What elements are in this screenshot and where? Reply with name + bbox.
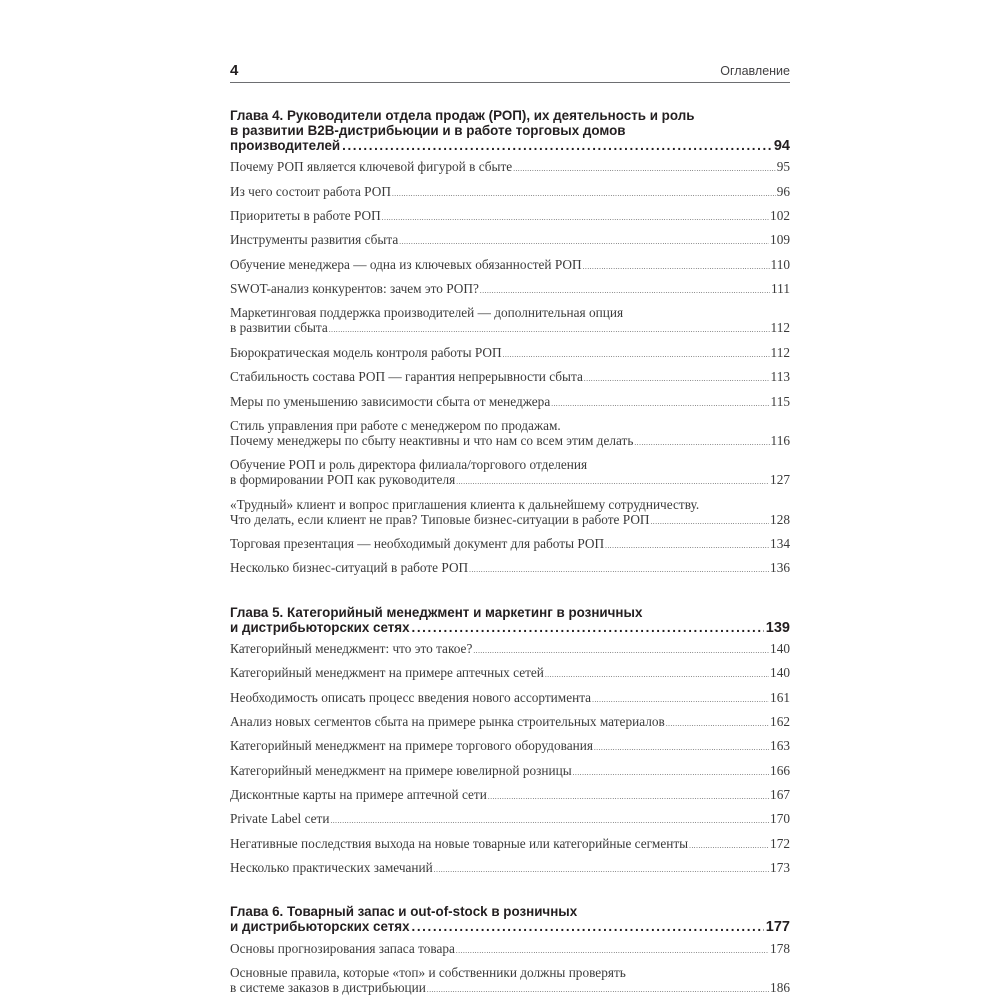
entry-page-number: 109	[770, 232, 790, 248]
dot-leader	[330, 811, 769, 829]
entry-leader-line	[230, 811, 790, 829]
entry-title-line: Стиль управления при работе с менеджером по продажам.	[230, 417, 561, 433]
dot-leader	[488, 787, 769, 805]
entry-leader-line	[230, 980, 790, 998]
entry-title: Основы прогнозирования запаса товара	[230, 940, 455, 956]
entry-leader-line	[230, 433, 790, 451]
toc-entry[interactable]	[230, 254, 790, 278]
entry-page-number: 102	[770, 207, 790, 223]
dot-leader	[392, 184, 776, 202]
toc-entry[interactable]	[230, 494, 790, 533]
dot-leader	[551, 394, 769, 412]
entry-page-number: 115	[770, 393, 790, 409]
dot-leader	[583, 257, 770, 275]
toc-entry[interactable]	[230, 557, 790, 581]
toc-entry[interactable]	[230, 302, 790, 341]
toc-entry[interactable]	[230, 180, 790, 204]
chapter-title-line: Глава 4. Руководители отдела продаж (РОП), их деятельность и роль	[230, 108, 695, 123]
dot-leader	[473, 641, 769, 659]
entry-title-line: «Трудный» клиент и вопрос приглашения клиента к дальнейшему сотрудничеству.	[230, 496, 700, 512]
toc-entry[interactable]	[230, 962, 790, 1001]
chapter-heading[interactable]	[230, 108, 790, 154]
chapter-title-line: в развитии B2B-дистрибьюции и в работе торговых домов	[230, 123, 626, 138]
toc-entry[interactable]	[230, 342, 790, 366]
book-page	[230, 60, 790, 1001]
entry-leader-line	[230, 232, 790, 250]
chapter-heading[interactable]	[230, 904, 790, 935]
toc-entry[interactable]	[230, 390, 790, 414]
entry-leader-line	[230, 208, 790, 226]
dot-leader	[329, 320, 770, 338]
dot-leader	[545, 665, 769, 683]
entry-title: Несколько бизнес-ситуаций в работе РОП	[230, 560, 469, 576]
entry-page-number: 112	[770, 344, 790, 360]
entry-title: Торговая презентация — необходимый документ для работы РОП	[230, 536, 605, 552]
entry-page-number: 136	[770, 560, 790, 576]
entry-title-line: Обучение РОП и роль директора филиала/торгового отделения	[230, 457, 588, 473]
dot-leader	[342, 138, 772, 153]
entry-page-number: 113	[770, 369, 790, 385]
entry-page-number: 161	[770, 689, 790, 705]
toc-chapter	[230, 904, 790, 1001]
entry-title: Почему РОП является ключевой фигурой в сбыте	[230, 159, 513, 175]
entry-title: Обучение менеджера — одна из ключевых обязанностей РОП	[230, 256, 582, 272]
entry-title-line: Основные правила, которые «топ» и собственники должны проверять	[230, 964, 626, 980]
chapter-title-leader-line	[230, 919, 790, 935]
dot-leader	[573, 763, 769, 781]
toc-entries	[230, 638, 790, 882]
entry-title: Почему менеджеры по сбыту неактивны и что нам со всем этим делать	[230, 432, 634, 448]
toc-entry[interactable]	[230, 937, 790, 961]
entry-leader-line	[230, 787, 790, 805]
toc-chapter	[230, 108, 790, 582]
entry-page-number: 127	[770, 472, 790, 488]
chapter-title-line: Глава 5. Категорийный менеджмент и маркетинг в розничных	[230, 604, 643, 620]
dot-leader	[666, 714, 769, 732]
dot-leader	[584, 369, 770, 387]
dot-leader	[651, 512, 770, 530]
dot-leader	[469, 560, 769, 578]
entry-page-number: 186	[770, 979, 790, 995]
chapter-title-line: производителей	[230, 138, 341, 153]
entry-leader-line	[230, 763, 790, 781]
entry-title: Негативные последствия выхода на новые товарные или категорийные сегменты	[230, 835, 689, 851]
entry-page-number: 163	[770, 738, 790, 754]
toc-entry[interactable]	[230, 156, 790, 180]
dot-leader	[456, 941, 769, 959]
toc-entry[interactable]	[230, 454, 790, 493]
entry-leader-line	[230, 394, 790, 412]
entry-title: Приоритеты в работе РОП	[230, 207, 381, 223]
entry-leader-line	[230, 369, 790, 387]
running-header	[230, 60, 790, 83]
entry-leader-line	[230, 320, 790, 338]
dot-leader	[605, 536, 769, 554]
dot-leader	[480, 281, 770, 299]
entry-title: Что делать, если клиент не прав? Типовые бизнес-ситуации в работе РОП	[230, 511, 650, 527]
entry-page-number: 173	[770, 860, 790, 876]
entry-page-number: 172	[770, 835, 790, 851]
entry-title: Стабильность состава РОП — гарантия непрерывности сбыта	[230, 369, 583, 385]
entry-leader-line	[230, 536, 790, 554]
entry-title: Категорийный менеджмент на примере торгового оборудования	[230, 738, 593, 754]
entry-title: Категорийный менеджмент: что это такое?	[230, 640, 473, 656]
page-number: 4	[230, 62, 239, 79]
entry-title: в формировании РОП как руководителя	[230, 472, 456, 488]
entry-leader-line	[230, 941, 790, 959]
dot-leader	[513, 159, 776, 177]
toc-entry[interactable]	[230, 662, 790, 686]
entry-page-number: 110	[770, 256, 790, 272]
dot-leader	[634, 433, 769, 451]
entry-page-number: 178	[770, 940, 790, 956]
entry-leader-line	[230, 836, 790, 854]
toc-entry[interactable]	[230, 229, 790, 253]
entry-title: в системе заказов в дистрибьюции	[230, 979, 426, 995]
entry-leader-line	[230, 257, 790, 275]
chapter-page-number: 139	[765, 619, 790, 636]
entry-leader-line	[230, 560, 790, 578]
toc-entry[interactable]	[230, 735, 790, 759]
dot-leader	[503, 345, 770, 363]
dot-leader	[434, 860, 769, 878]
toc-entry[interactable]	[230, 278, 790, 302]
toc-chapter	[230, 605, 790, 882]
dot-leader	[456, 472, 769, 490]
entry-leader-line	[230, 472, 790, 490]
running-header-title: Оглавление	[720, 64, 790, 78]
entry-page-number: 112	[770, 320, 790, 336]
entry-page-number: 166	[770, 762, 790, 778]
toc-entry[interactable]	[230, 638, 790, 662]
dot-leader	[412, 620, 764, 635]
toc-entry[interactable]	[230, 686, 790, 710]
entry-leader-line	[230, 860, 790, 878]
entry-title: Несколько практических замечаний	[230, 860, 433, 876]
entry-title: Меры по уменьшению зависимости сбыта от менеджера	[230, 393, 551, 409]
entry-title: Анализ новых сегментов сбыта на примере рынка строительных материалов	[230, 713, 665, 729]
chapter-title-line: и дистрибьюторских сетях	[230, 619, 410, 635]
entry-page-number: 162	[770, 713, 790, 729]
entry-page-number: 134	[770, 536, 790, 552]
dot-leader	[594, 738, 769, 756]
chapter-page-number: 94	[773, 138, 790, 154]
entry-page-number: 96	[776, 183, 790, 199]
entry-leader-line	[230, 345, 790, 363]
entry-leader-line	[230, 281, 790, 299]
entry-page-number: 167	[770, 787, 790, 803]
toc-entry[interactable]	[230, 415, 790, 454]
chapter-title-line: Глава 6. Товарный запас и out-of-stock в розничных	[230, 904, 578, 920]
toc-entry[interactable]	[230, 808, 790, 832]
entry-page-number: 128	[770, 511, 790, 527]
entry-title: SWOT-анализ конкурентов: зачем это РОП?	[230, 281, 479, 297]
entry-page-number: 116	[770, 432, 790, 448]
entry-title-line: Маркетинговая поддержка производителей — дополнительная опция	[230, 305, 624, 321]
toc-entries	[230, 937, 790, 1001]
toc-entry[interactable]	[230, 857, 790, 881]
entry-leader-line	[230, 665, 790, 683]
entry-leader-line	[230, 714, 790, 732]
entry-title: Категорийный менеджмент на примере аптечных сетей	[230, 665, 544, 681]
entry-leader-line	[230, 159, 790, 177]
toc-entry[interactable]	[230, 833, 790, 857]
entry-title: Категорийный менеджмент на примере ювелирной розницы	[230, 762, 572, 778]
dot-leader	[412, 919, 764, 934]
entry-title: Необходимость описать процесс введения нового ассортимента	[230, 689, 592, 705]
dot-leader	[592, 690, 769, 708]
toc-entry[interactable]	[230, 205, 790, 229]
chapter-page-number: 177	[765, 919, 790, 936]
entry-title: в развитии сбыта	[230, 320, 328, 336]
entry-leader-line	[230, 641, 790, 659]
dot-leader	[689, 836, 769, 854]
dot-leader	[399, 232, 769, 250]
entry-title: Инструменты развития сбыта	[230, 232, 399, 248]
entry-page-number: 170	[770, 811, 790, 827]
toc-entry[interactable]	[230, 533, 790, 557]
entry-leader-line	[230, 184, 790, 202]
chapter-heading[interactable]	[230, 605, 790, 636]
table-of-contents	[230, 108, 790, 1001]
entry-page-number: 140	[770, 665, 790, 681]
entry-title: Из чего состоит работа РОП	[230, 183, 391, 199]
entry-leader-line	[230, 512, 790, 530]
chapter-title-leader-line	[230, 620, 790, 636]
toc-entry[interactable]	[230, 760, 790, 784]
entry-leader-line	[230, 738, 790, 756]
entry-leader-line	[230, 690, 790, 708]
entry-title: Дисконтные карты на примере аптечной сети	[230, 787, 487, 803]
entry-page-number: 111	[771, 281, 790, 297]
entry-title: Private Label сети	[230, 811, 330, 827]
entry-page-number: 140	[770, 640, 790, 656]
chapter-title-line: и дистрибьюторских сетях	[230, 919, 410, 935]
entry-title: Бюрократическая модель контроля работы РОП	[230, 344, 502, 360]
toc-entry[interactable]	[230, 366, 790, 390]
chapter-title-leader-line	[230, 138, 790, 154]
toc-entry[interactable]	[230, 711, 790, 735]
dot-leader	[382, 208, 769, 226]
toc-entries	[230, 156, 790, 582]
entry-page-number: 95	[776, 159, 790, 175]
dot-leader	[427, 980, 769, 998]
toc-entry[interactable]	[230, 784, 790, 808]
